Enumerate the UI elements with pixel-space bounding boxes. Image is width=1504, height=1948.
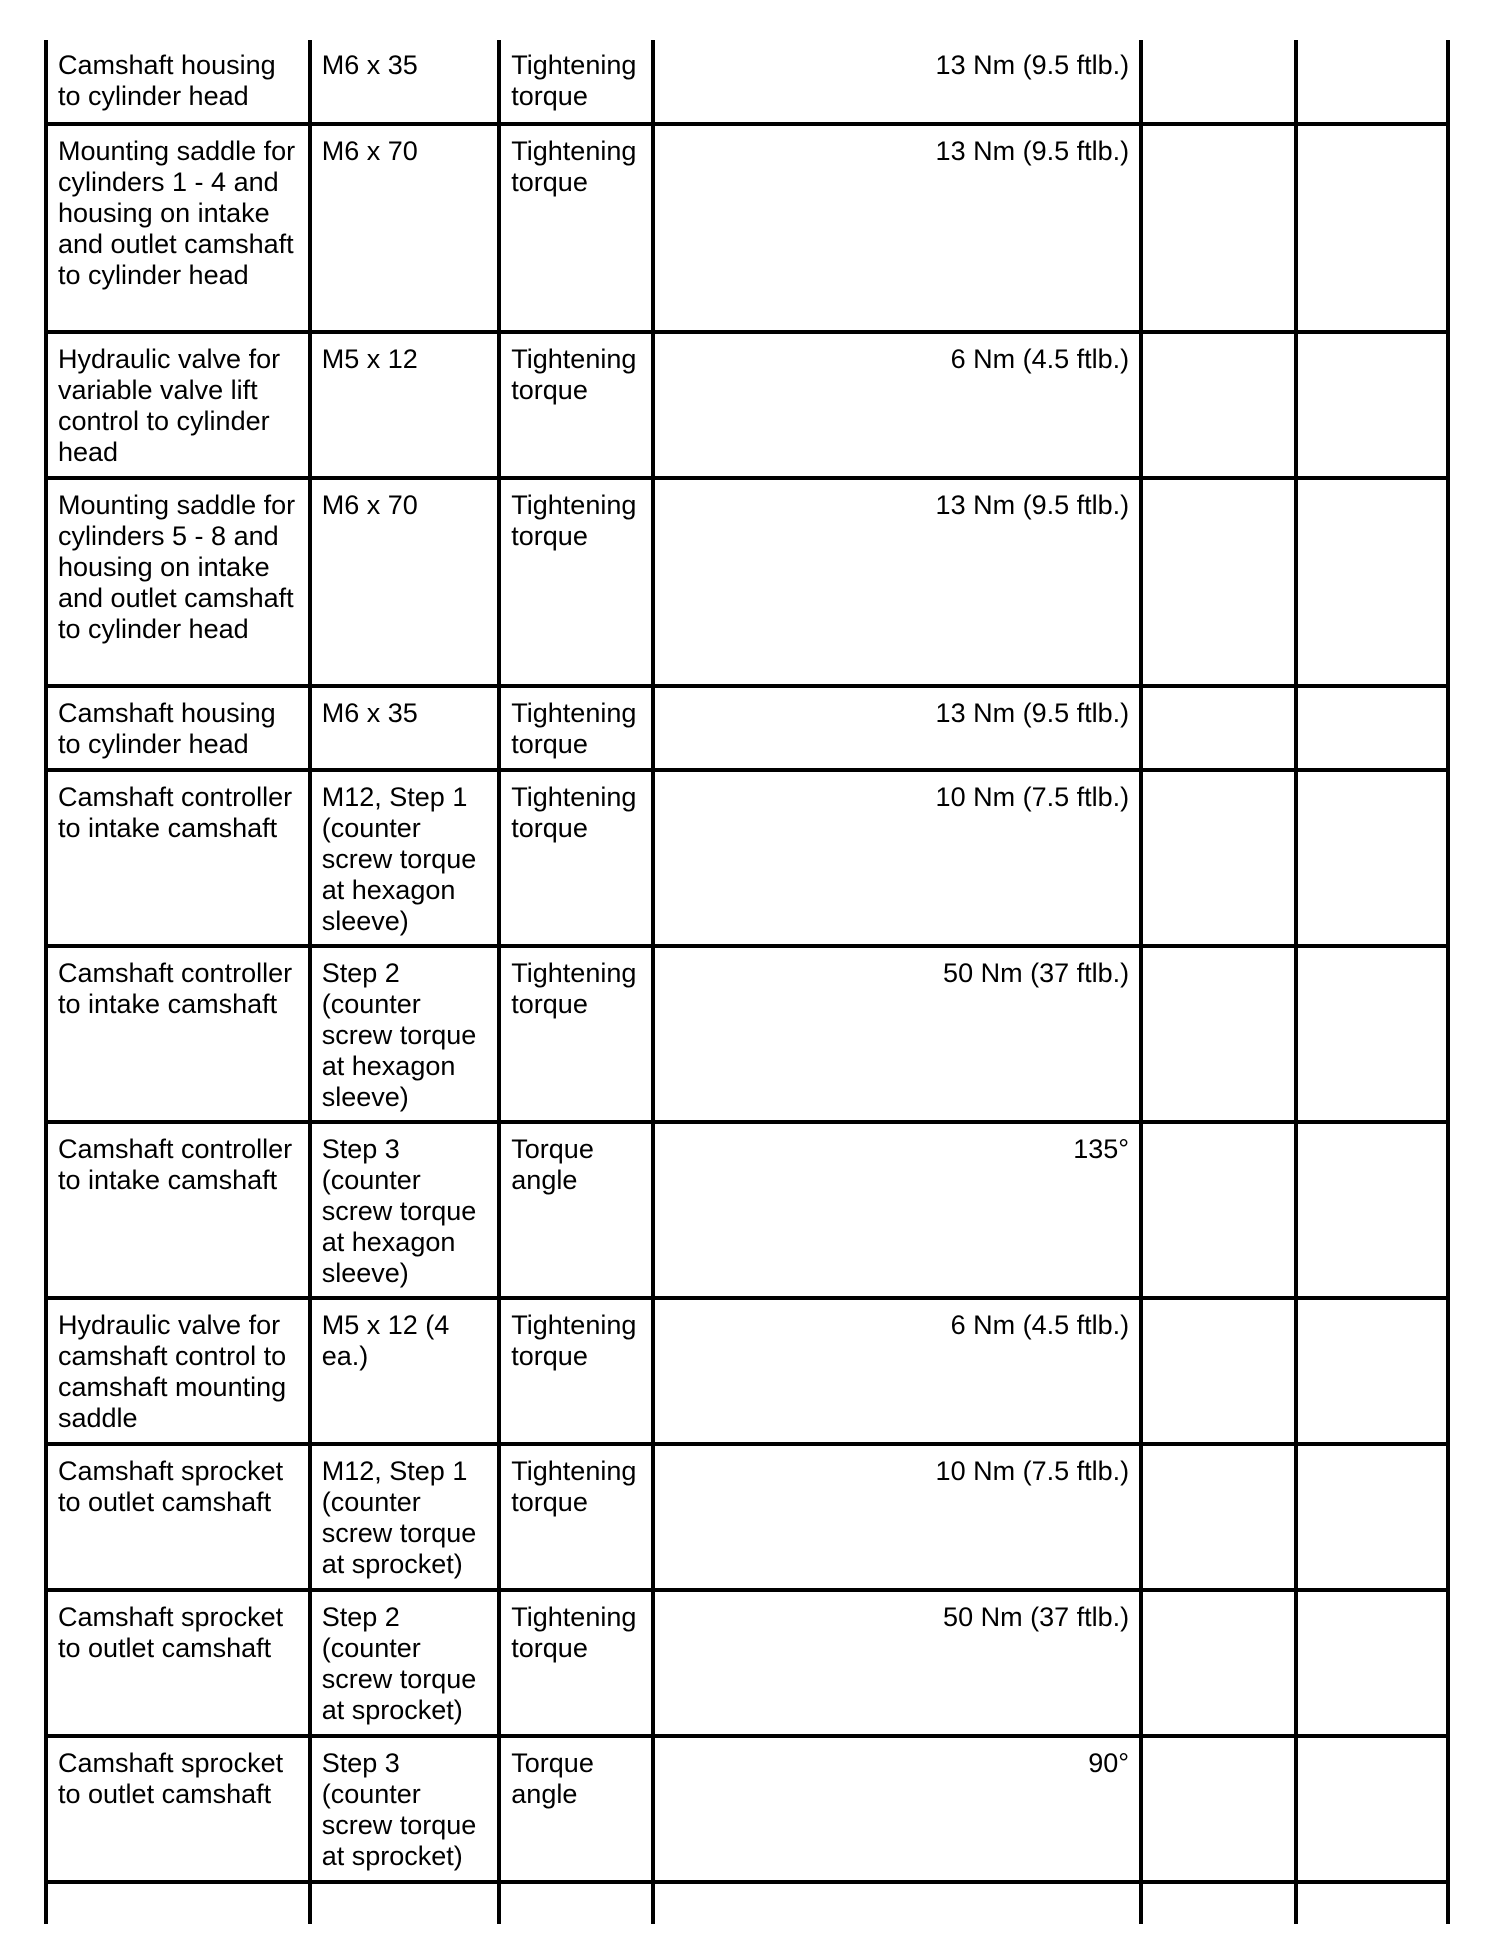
torque-value-cell: 13 Nm (9.5 ftlb.) [653,686,1141,770]
empty-cell [1296,1736,1448,1882]
fastener-cell: M5 x 12 [310,332,500,478]
table-row [46,124,1448,332]
fastener-cell: M12, Step 1 (counter screw torque at hexagon sleeve) [310,770,500,946]
torque-value-cell: 13 Nm (9.5 ftlb.) [653,40,1141,124]
empty-cell [1296,770,1448,946]
table-row [46,478,1448,686]
table-row-continuation [46,1882,1448,1924]
spec-type-cell: Torque angle [499,1122,652,1298]
torque-value-cell: 6 Nm (4.5 ftlb.) [653,1298,1141,1444]
component-cell: Camshaft sprocket to outlet camshaft [46,1590,310,1736]
torque-value-cell: 135° [653,1122,1141,1298]
spec-type-cell: Tightening torque [499,770,652,946]
component-cell: Camshaft controller to intake camshaft [46,770,310,946]
spec-type-cell: Tightening torque [499,332,652,478]
empty-cell [46,1882,310,1924]
torque-value-cell: 90° [653,1736,1141,1882]
empty-cell [1141,946,1295,1122]
spec-type-cell: Tightening torque [499,1444,652,1590]
table-body [46,40,1448,1924]
table-row [46,946,1448,1122]
component-cell: Camshaft sprocket to outlet camshaft [46,1736,310,1882]
empty-cell [1296,946,1448,1122]
spec-type-cell: Tightening torque [499,946,652,1122]
empty-cell [1296,1444,1448,1590]
empty-cell [499,1882,652,1924]
torque-value-cell: 10 Nm (7.5 ftlb.) [653,1444,1141,1590]
torque-value-cell: 50 Nm (37 ftlb.) [653,1590,1141,1736]
spec-type-cell: Tightening torque [499,686,652,770]
spec-type-cell: Tightening torque [499,40,652,124]
table-row [46,1122,1448,1298]
fastener-cell: Step 2 (counter screw torque at hexagon sleeve) [310,946,500,1122]
empty-cell [1141,770,1295,946]
component-cell: Camshaft controller to intake camshaft [46,1122,310,1298]
empty-cell [1296,332,1448,478]
empty-cell [1141,1444,1295,1590]
empty-cell [1141,478,1295,686]
empty-cell [1296,40,1448,124]
torque-value-cell: 13 Nm (9.5 ftlb.) [653,124,1141,332]
empty-cell [1141,1882,1295,1924]
spec-type-cell: Tightening torque [499,1590,652,1736]
empty-cell [1296,1882,1448,1924]
empty-cell [653,1882,1141,1924]
fastener-cell: M12, Step 1 (counter screw torque at sprocket) [310,1444,500,1590]
empty-cell [1141,124,1295,332]
fastener-cell: M6 x 70 [310,478,500,686]
component-cell: Camshaft sprocket to outlet camshaft [46,1444,310,1590]
component-cell: Mounting saddle for cylinders 5 - 8 and housing on intake and outlet camshaft to cylinder head [46,478,310,686]
empty-cell [310,1882,500,1924]
table-row [46,1298,1448,1444]
table-row [46,1444,1448,1590]
empty-cell [1296,124,1448,332]
fastener-cell: Step 3 (counter screw torque at hexagon sleeve) [310,1122,500,1298]
empty-cell [1296,686,1448,770]
component-cell: Camshaft housing to cylinder head [46,686,310,770]
empty-cell [1296,1298,1448,1444]
torque-value-cell: 10 Nm (7.5 ftlb.) [653,770,1141,946]
spec-type-cell: Tightening torque [499,478,652,686]
fastener-cell: Step 2 (counter screw torque at sprocket) [310,1590,500,1736]
empty-cell [1296,1122,1448,1298]
fastener-cell: M6 x 35 [310,40,500,124]
spec-type-cell: Tightening torque [499,1298,652,1444]
spec-type-cell: Tightening torque [499,124,652,332]
empty-cell [1141,1590,1295,1736]
empty-cell [1141,1122,1295,1298]
table-row [46,40,1448,124]
empty-cell [1141,1298,1295,1444]
component-cell: Hydraulic valve for variable valve lift control to cylinder head [46,332,310,478]
empty-cell [1141,1736,1295,1882]
spec-type-cell: Torque angle [499,1736,652,1882]
torque-spec-table [44,40,1450,1924]
table-row [46,1590,1448,1736]
fastener-cell: M6 x 70 [310,124,500,332]
component-cell: Camshaft housing to cylinder head [46,40,310,124]
empty-cell [1141,686,1295,770]
torque-value-cell: 50 Nm (37 ftlb.) [653,946,1141,1122]
fastener-cell: M5 x 12 (4 ea.) [310,1298,500,1444]
empty-cell [1141,40,1295,124]
empty-cell [1141,332,1295,478]
empty-cell [1296,1590,1448,1736]
fastener-cell: Step 3 (counter screw torque at sprocket) [310,1736,500,1882]
component-cell: Hydraulic valve for camshaft control to camshaft mounting saddle [46,1298,310,1444]
component-cell: Camshaft controller to intake camshaft [46,946,310,1122]
table-row [46,686,1448,770]
component-cell: Mounting saddle for cylinders 1 - 4 and housing on intake and outlet camshaft to cylinder head [46,124,310,332]
fastener-cell: M6 x 35 [310,686,500,770]
table-row [46,1736,1448,1882]
table-row [46,332,1448,478]
torque-value-cell: 6 Nm (4.5 ftlb.) [653,332,1141,478]
empty-cell [1296,478,1448,686]
torque-value-cell: 13 Nm (9.5 ftlb.) [653,478,1141,686]
table-row [46,770,1448,946]
